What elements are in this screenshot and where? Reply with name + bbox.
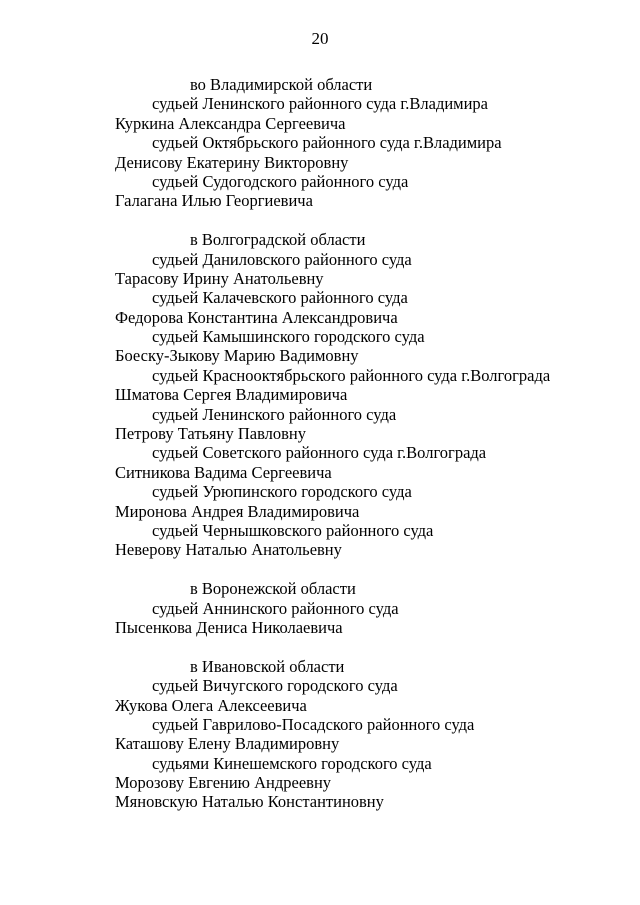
court-line: судьей Чернышковского районного суда xyxy=(152,520,434,540)
court-line: судьей Краснооктябрьского районного суда г.Волгограда xyxy=(152,365,551,385)
paragraph-gap xyxy=(0,560,640,579)
court-line: судьей Судогодского районного суда xyxy=(152,171,409,191)
region-heading: в Ивановской области xyxy=(190,656,345,676)
judge-name: Федорова Константина Александровича xyxy=(115,307,398,327)
paragraph-gap xyxy=(0,637,640,656)
court-line: судьей Октябрьского районного суда г.Владимира xyxy=(152,133,502,153)
judge-name: Боеску-Зыкову Марию Вадимовну xyxy=(115,346,359,366)
region-heading: во Владимирской области xyxy=(190,75,373,94)
judge-name: Миронова Андрея Владимировича xyxy=(115,501,360,521)
court-line: судьей Калачевского районного суда xyxy=(152,288,408,308)
judge-name: Жукова Олега Алексеевича xyxy=(115,695,307,715)
court-line: судьей Аннинского районного суда xyxy=(152,598,399,618)
judge-name: Шматова Сергея Владимировича xyxy=(115,385,348,405)
judge-name: Петрову Татьяну Павловну xyxy=(115,424,307,444)
judge-name: Каташову Елену Владимировну xyxy=(115,734,340,754)
judge-name: Пысенкова Дениса Николаевича xyxy=(115,617,343,637)
judge-name: Неверову Наталью Анатольевну xyxy=(115,540,342,560)
appointment-list xyxy=(0,75,640,812)
judge-name: Морозову Евгению Андреевну xyxy=(115,773,332,793)
paragraph-gap xyxy=(0,211,640,230)
court-line: судьями Кинешемского городского суда xyxy=(152,753,432,773)
court-line: судьей Урюпинского городского суда xyxy=(152,482,412,502)
court-line: судьей Камышинского городского суда xyxy=(152,327,425,347)
judge-name: Галагана Илью Георгиевича xyxy=(115,191,313,211)
judge-name: Ситникова Вадима Сергеевича xyxy=(115,462,332,482)
court-line: судьей Гаврилово-Посадского районного суда xyxy=(152,714,475,734)
judge-name: Тарасову Ирину Анатольевну xyxy=(115,268,324,288)
court-line: судьей Ленинского районного суда г.Владимира xyxy=(152,94,489,114)
court-line: судьей Вичугского городского суда xyxy=(152,676,398,696)
region-heading: в Воронежской области xyxy=(190,579,356,599)
judge-name: Мяновскую Наталью Константиновну xyxy=(115,792,384,812)
court-line: судьей Советского районного суда г.Волгограда xyxy=(152,443,487,463)
region-heading: в Волгоградской области xyxy=(190,230,366,250)
page-number: 20 xyxy=(311,29,329,48)
judge-name: Денисову Екатерину Викторовну xyxy=(115,152,349,172)
court-line: судьей Ленинского районного суда xyxy=(152,404,397,424)
court-line: судьей Даниловского районного суда xyxy=(152,249,412,269)
judge-name: Куркина Александра Сергеевича xyxy=(115,113,346,133)
